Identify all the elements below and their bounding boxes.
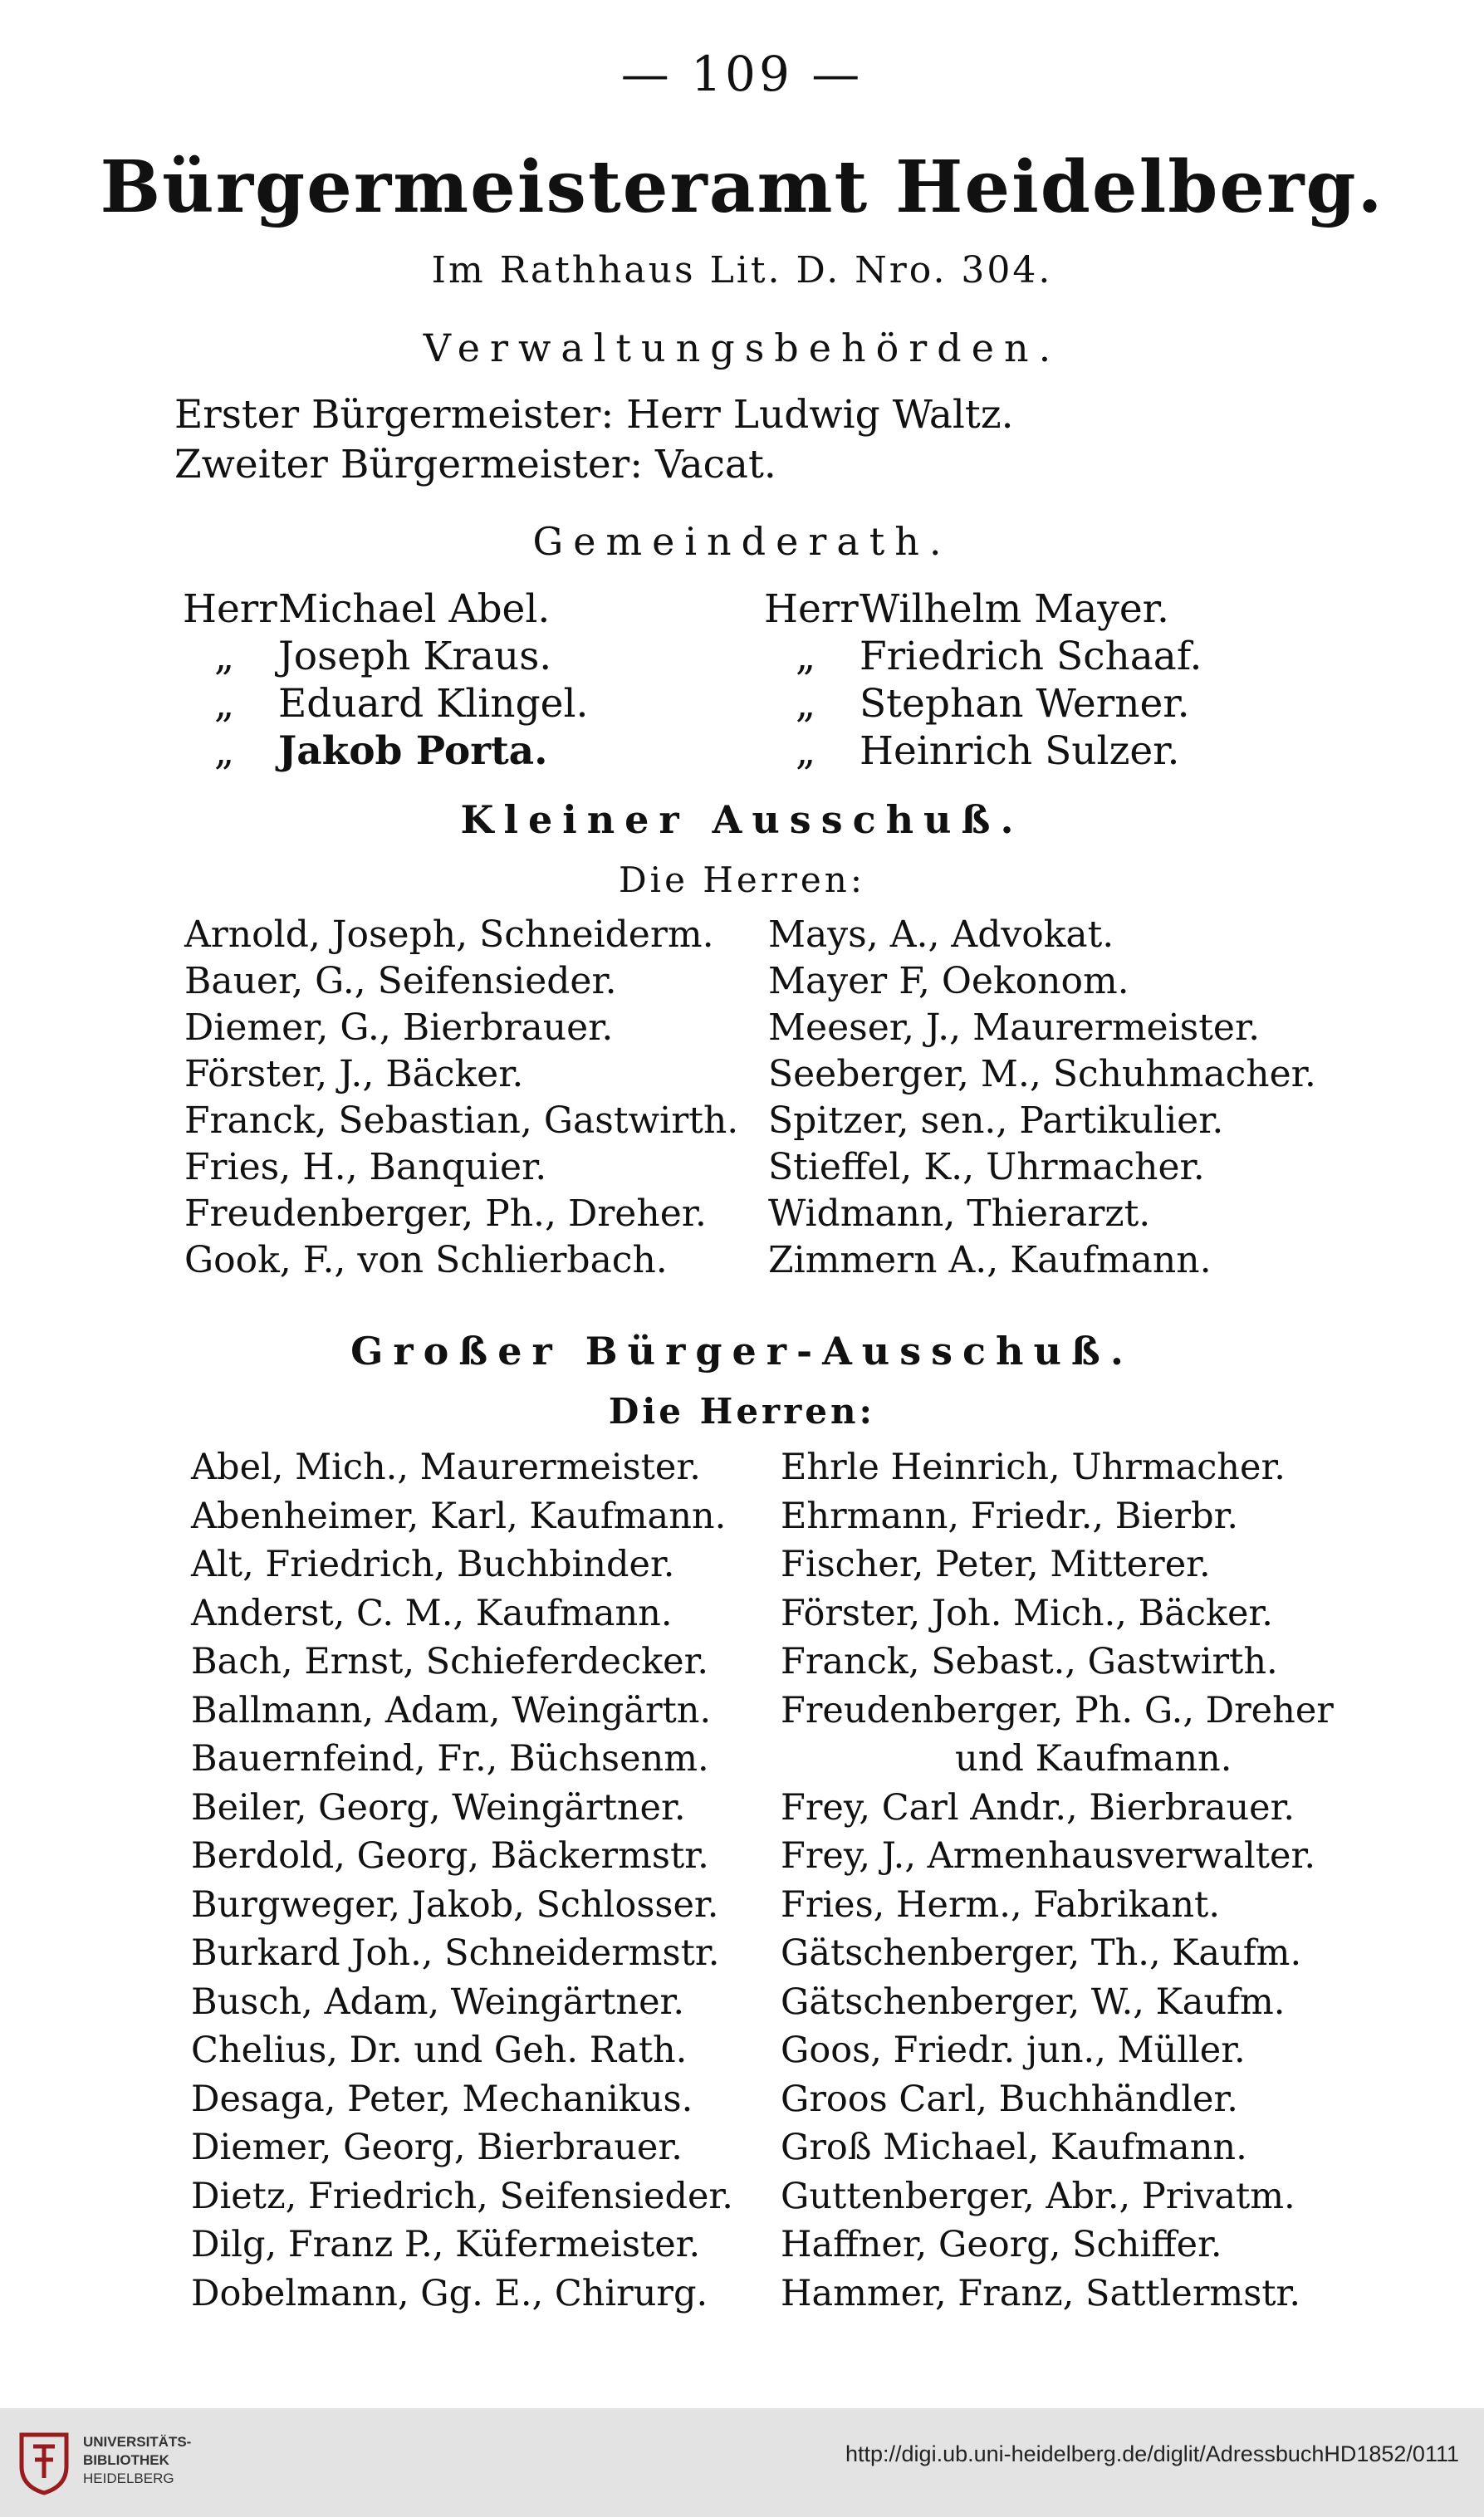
list-item: Dilg, Franz P., Küfermeister. — [191, 2224, 701, 2265]
list-item: Goos, Friedr. jun., Müller. — [781, 2030, 1246, 2071]
grosser-ausschuss-subheading: Die Herren: — [608, 1391, 876, 1432]
list-item: Bauernfeind, Fr., Büchsenm. — [191, 1738, 709, 1780]
library-logo-text: UNIVERSITÄTS- BIBLIOTHEK HEIDELBERG — [83, 2434, 192, 2486]
list-item: Spitzer, sen., Partikulier. — [768, 1099, 1224, 1142]
grosser-ausschuss-left-column — [191, 1443, 733, 2318]
kleiner-ausschuss-subheading: Die Herren: — [618, 859, 865, 900]
first-mayor-line: Erster Bürgermeister: Herr Ludwig Waltz. — [174, 392, 1014, 438]
list-item: Gätschenberger, W., Kaufm. — [781, 1981, 1286, 2023]
list-item: Franck, Sebast., Gastwirth. — [781, 1641, 1278, 1682]
second-mayor-line: Zweiter Bürgermeister: Vacat. — [174, 442, 776, 487]
list-item: Fries, H., Banquier. — [184, 1146, 547, 1188]
list-item: Haffner, Georg, Schiffer. — [781, 2224, 1222, 2265]
source-url-link[interactable]: http://digi.ub.uni-heidelberg.de/diglit/AdressbuchHD1852/0111 — [845, 2441, 1459, 2466]
list-item: Berdold, Georg, Bäckermstr. — [191, 1835, 709, 1877]
page-title: Bürgermeisteramt Heidelberg. — [100, 145, 1384, 229]
grosser-ausschuss-heading: Großer Bürger-Ausschuß. — [350, 1329, 1134, 1374]
list-item: Freudenberger, Ph., Dreher. — [184, 1192, 707, 1235]
list-item: Seeberger, M., Schuhmacher. — [768, 1053, 1316, 1095]
list-item: Arnold, Joseph, Schneiderm. — [184, 913, 714, 956]
list-item: Gook, F., von Schlierbach. — [184, 1239, 668, 1281]
list-item: Ehrmann, Friedr., Bierbr. — [781, 1495, 1239, 1537]
list-item: „ Joseph Kraus. — [213, 634, 552, 679]
list-item: Abel, Mich., Maurermeister. — [191, 1447, 701, 1488]
list-item: Groos Carl, Buchhändler. — [781, 2078, 1238, 2120]
address-line: Im Rathhaus Lit. D. Nro. 304. — [431, 249, 1053, 291]
list-item: Frey, Carl Andr., Bierbrauer. — [781, 1786, 1295, 1829]
list-item: Beiler, Georg, Weingärtner. — [191, 1786, 686, 1829]
list-item: Herr Wilhelm Mayer. — [764, 586, 1169, 632]
list-item: Förster, Joh. Mich., Bäcker. — [781, 1592, 1273, 1634]
list-item: Abenheimer, Karl, Kaufmann. — [191, 1495, 727, 1537]
kleiner-ausschuss-heading: Kleiner Ausschuß. — [460, 797, 1024, 842]
list-item: Diemer, Georg, Bierbrauer. — [191, 2127, 683, 2168]
list-item: Franck, Sebastian, Gastwirth. — [184, 1099, 739, 1142]
list-item: Mays, A., Advokat. — [768, 913, 1114, 956]
list-item: Gätschenberger, Th., Kaufm. — [781, 1932, 1302, 1974]
list-item: Mayer F, Oekonom. — [768, 960, 1129, 1002]
list-item: Desaga, Peter, Mechanikus. — [191, 2078, 693, 2120]
list-item: Freudenberger, Ph. G., Dreher — [781, 1689, 1334, 1731]
list-item: Burgweger, Jakob, Schlosser. — [191, 1883, 719, 1926]
list-item: Fries, Herm., Fabrikant. — [781, 1883, 1220, 1926]
gemeinderath-right-column — [764, 585, 1202, 775]
list-item: Zimmern A., Kaufmann. — [768, 1239, 1212, 1281]
list-item: Herr Michael Abel. — [183, 586, 551, 632]
list-item: Förster, J., Bäcker. — [184, 1053, 524, 1095]
list-item: „ Eduard Klingel. — [213, 681, 589, 727]
list-item-continuation: und Kaufmann. — [955, 1738, 1232, 1780]
list-item: Guttenberger, Abr., Privatm. — [781, 2175, 1295, 2217]
list-item: Dietz, Friedrich, Seifensieder. — [191, 2175, 733, 2217]
list-item: Fischer, Peter, Mitterer. — [781, 1544, 1211, 1585]
kleiner-ausschuss-left-column — [184, 912, 738, 1284]
list-item: Ehrle Heinrich, Uhrmacher. — [781, 1447, 1286, 1488]
page-number: — 109 — — [620, 46, 864, 102]
list-item: Burkard Joh., Schneidermstr. — [191, 1932, 720, 1974]
list-item: Busch, Adam, Weingärtner. — [191, 1981, 685, 2023]
list-item: Anderst, C. M., Kaufmann. — [191, 1592, 673, 1634]
list-item: Dobelmann, Gg. E., Chirurg. — [191, 2272, 708, 2314]
list-item: Ballmann, Adam, Weingärtn. — [191, 1689, 712, 1731]
gemeinderath-heading: Gemeinderath. — [532, 519, 952, 564]
list-item: Groß Michael, Kaufmann. — [781, 2127, 1247, 2168]
list-item: Widmann, Thierarzt. — [768, 1192, 1151, 1235]
list-item: „ Heinrich Sulzer. — [795, 728, 1180, 774]
list-item: Diemer, G., Bierbrauer. — [184, 1006, 614, 1049]
university-seal-icon — [15, 2426, 73, 2496]
list-item: „ Jakob Porta. — [213, 728, 548, 774]
list-item: Hammer, Franz, Sattlermstr. — [781, 2272, 1301, 2314]
list-item: Meeser, J., Maurermeister. — [768, 1006, 1261, 1049]
kleiner-ausschuss-right-column — [768, 912, 1316, 1284]
list-item: „ Friedrich Schaaf. — [795, 634, 1202, 679]
gemeinderath-left-column — [183, 585, 588, 775]
list-item: Stieffel, K., Uhrmacher. — [768, 1146, 1205, 1188]
list-item: Frey, J., Armenhausverwalter. — [781, 1835, 1315, 1877]
verwaltung-heading: Verwaltungsbehörden. — [423, 326, 1061, 370]
footer-bar — [0, 2408, 1484, 2517]
list-item: „ Stephan Werner. — [795, 681, 1190, 727]
list-item: Chelius, Dr. und Geh. Rath. — [191, 2030, 688, 2071]
list-item: Alt, Friedrich, Buchbinder. — [191, 1544, 675, 1585]
list-item: Bauer, G., Seifensieder. — [184, 960, 617, 1002]
grosser-ausschuss-right-column — [781, 1443, 1334, 2318]
list-item: Bach, Ernst, Schieferdecker. — [191, 1641, 709, 1682]
